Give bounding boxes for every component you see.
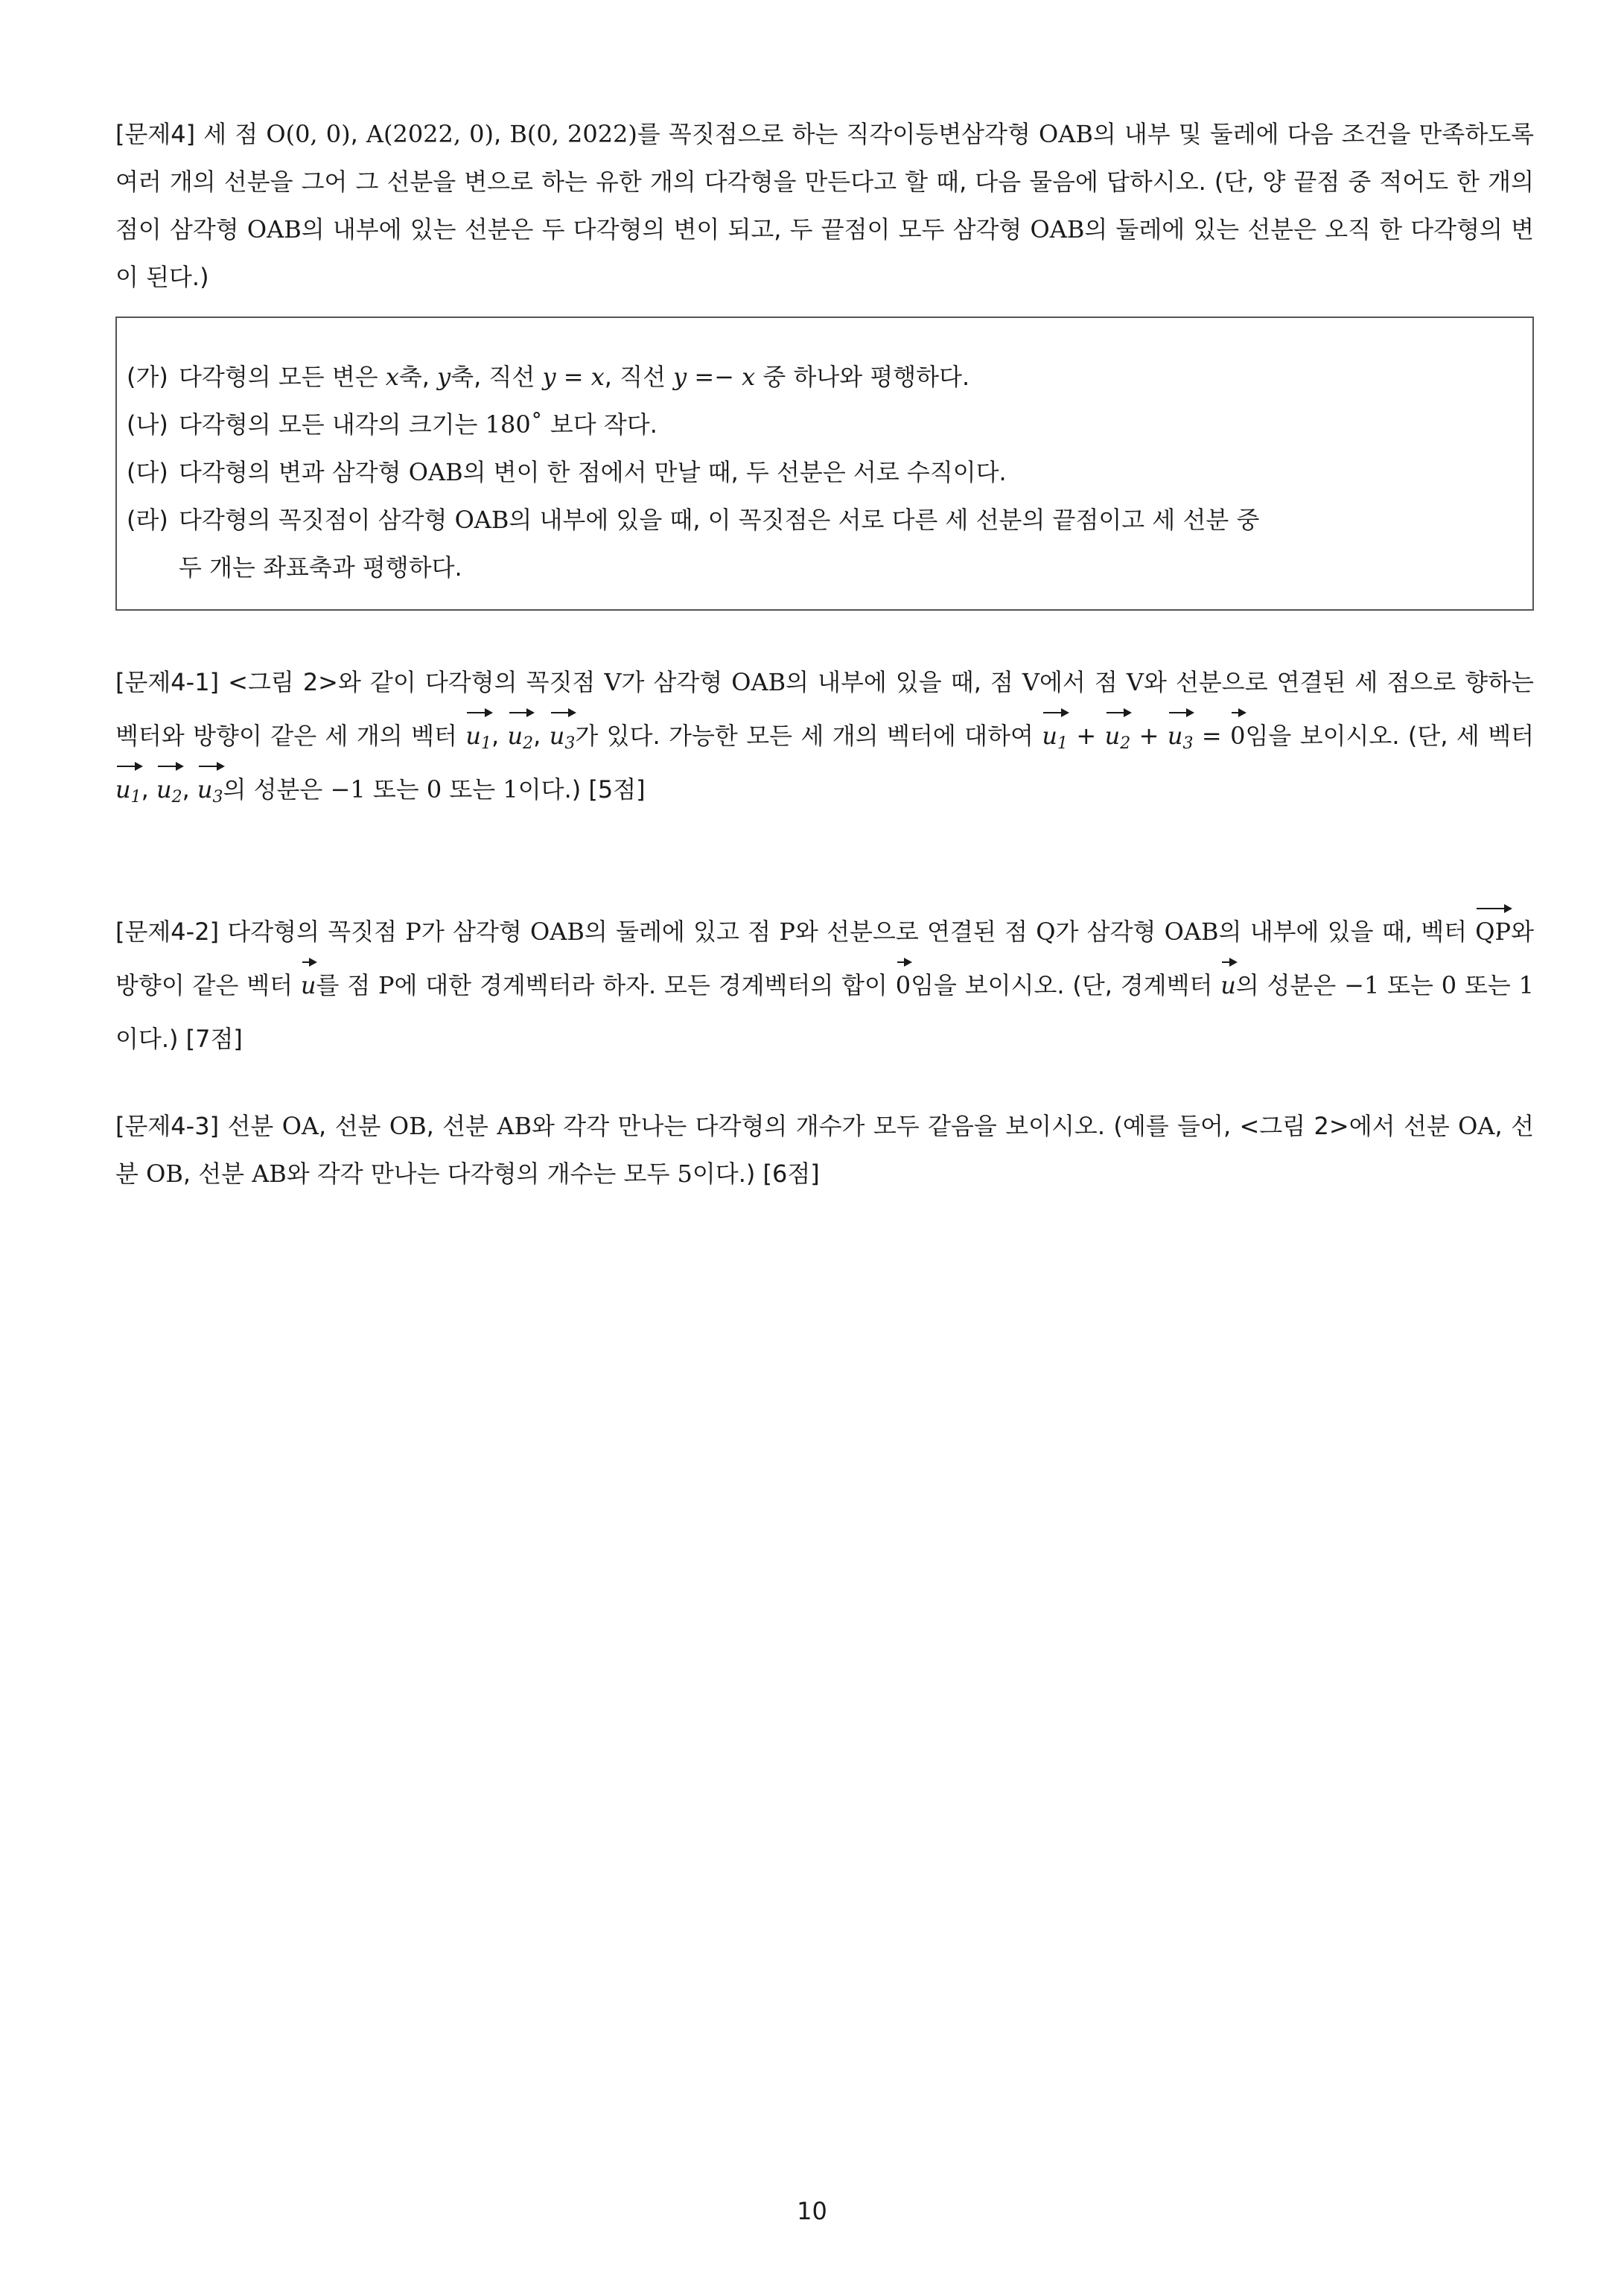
vector-u1: $u_1$ [115,763,141,816]
condition-da: (다) 다각형의 변과 삼각형 OAB의 변이 한 점에서 만날 때, 두 선분은 서로 수직이다. [127,458,1007,486]
vector-u3: $u_3$ [197,763,223,816]
problem-4-2-tag: [문제4-2] [115,918,220,946]
vector-u: u [1220,958,1236,1012]
condition-na: (나) 다각형의 모든 내각의 크기는 180˚ 보다 작다. [127,410,657,439]
vector-u2: $u_2$ [1105,709,1131,763]
problem-4-intro: [문제4] 세 점 O(0, 0), A(2022, 0), B(0, 2022)를 꼭짓점으로 하는 직각이등변삼각형 OAB의 내부 및 둘레에 다음 조건을 만족하도록 여러 개의 선분을 그어 그 선분을 변으로 하는 유한 개의 다각형을 만든다고 할 때, 다음 물음에 답하시오. (단, 양 끝점 중 적어도 한 개의 점이 삼각형 OAB의 내부에 있는 선분은 두 다각형의 변이 되고, 두 끝점이 모두 삼각형 OAB의 둘레에 있는 선분은 오직 한 다각형의 변이 된다.) [115,120,1535,291]
problem-4-3: [문제4-3] 선분 OA, 선분 OB, 선분 AB와 각각 만나는 다각형의 개수가 모두 같음을 보이시오. (예를 들어, <그림 2>에서 선분 OA, 선분 OB, 선분 AB와 각각 만나는 다각형의 개수는 모두 5이다.) [6점] [115,1112,1534,1188]
problem-4-1: [문제4-1] <그림 2>와 같이 다각형의 꼭짓점 V가 삼각형 OAB의 내부에 있을 때, 점 V에서 점 V와 선분으로 연결된 세 점으로 향하는 벡터와 방향이 같은 세 개의 벡터 $u_1$, $u_2$, $u_3$가 있다. 가능한 모든 세 개의 벡터에 대하여 $u_1 + u_2 + u_3 = 0$임을 보이시오. (단, 세 벡터 $u_1$, $u_2$, $u_3$의 성분은 −1 또는 0 또는 1이다.) [5점] [115,655,1534,816]
zero-vector: 0 [1230,709,1245,763]
vector-u3: $u_3$ [1168,709,1194,763]
vector-u2: $u_2$ [156,763,182,816]
problem-4-2: [문제4-2] 다각형의 꼭짓점 P가 삼각형 OAB의 둘레에 있고 점 P와 선분으로 연결된 점 Q가 삼각형 OAB의 내부에 있을 때, 벡터 QP와 방향이 같은 벡터 u를 점 P에 대한 경계벡터라 하자. 모든 경계벡터의 합이 0임을 보이시오. (단, 경계벡터 u의 성분은 −1 또는 0 또는 1이다.) [7점] [115,905,1534,1066]
problem-4-tag: [문제4] [115,120,196,148]
vector-u1: $u_1$ [1042,709,1068,763]
problem-4-3-tag: [문제4-3] [115,1112,220,1140]
vector-u: u [301,958,316,1012]
condition-ra: (라) 다각형의 꼭짓점이 삼각형 OAB의 내부에 있을 때, 이 꼭짓점은 서로 다른 세 선분의 끝점이고 세 선분 중 [127,506,1260,534]
point-o: O(0, 0) [266,120,351,148]
page-number: 10 [797,2197,827,2225]
vector-u1: $u_1$ [465,709,491,763]
problem-4-1-tag: [문제4-1] [115,668,220,696]
condition-ra-continued: 두 개는 좌표축과 평행하다. [179,553,462,582]
vector-u2: $u_2$ [508,709,534,763]
vector-u3: $u_3$ [550,709,576,763]
condition-ga: (가) 다각형의 모든 변은 x축, y축, 직선 y = x, 직선 y =− x 중 하나와 평행하다. [127,363,970,391]
point-b: B(0, 2022) [509,120,637,148]
vector-qp: QP [1475,905,1511,958]
point-a: A(2022, 0) [366,120,494,148]
zero-vector: 0 [896,958,911,1012]
